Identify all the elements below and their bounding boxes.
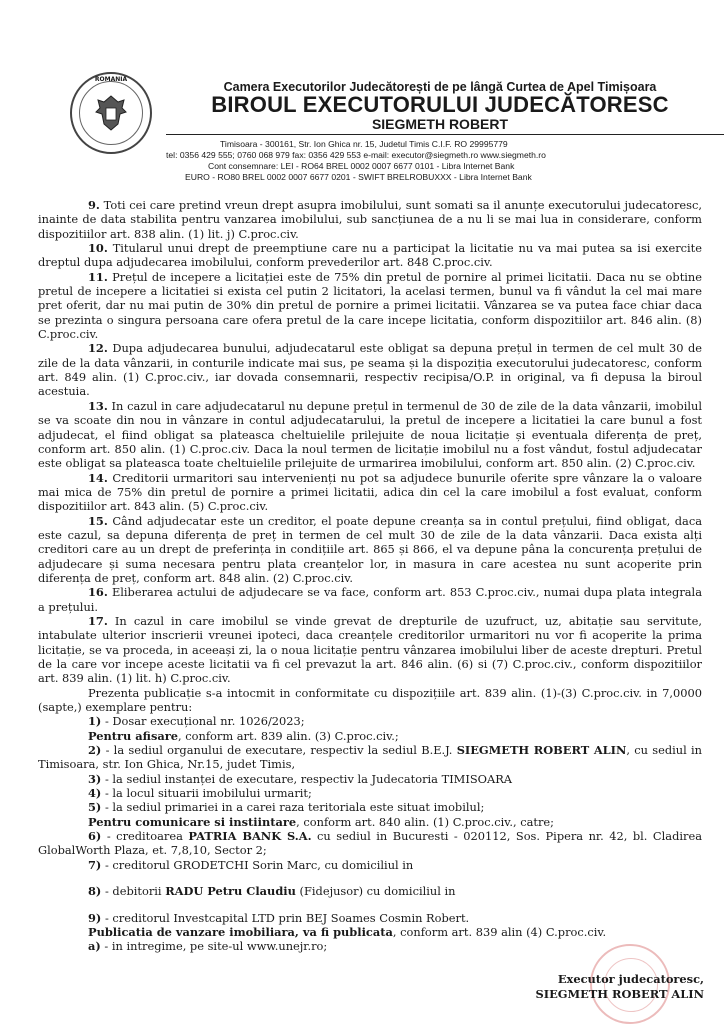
paragraph-12: 12. Dupa adjudecarea bunului, adjudecatarul este obligat sa depuna prețul in termen de cel mult 30 de zile de la data vânzarii, in conturile indicate mai sus, pe seama și la dispoziția executorului judecatoresc, conform art. 849 alin. (1) C.proc.civ., iar dovada consemnarii, respectiv recipisa/O.P. in original, va fi depusa la biroul acestuia. — [38, 341, 702, 399]
list-item: 6) - creditoarea PATRIA BANK S.A. cu sediul in Bucuresti - 020112, Sos. Pipera nr. 42, bl. Cladirea GlobalWorth Plaza, et. 7,8,10, Sector 2; — [38, 829, 702, 858]
publicata-heading: Publicatia de vanzare imobiliara, va fi publicata, conform art. 839 alin (4) C.proc.civ. — [88, 924, 607, 939]
list-item: 2) - la sediul organului de executare, respectiv la sediul B.E.J. SIEGMETH ROBERT ALIN, cu sediul in Timisoara, str. Ion Ghica, Nr.15, judet Timis, — [38, 743, 702, 772]
comunicare-heading: Pentru comunicare si instiintare, conform art. 840 alin. (1) C.proc.civ., catre; — [88, 814, 554, 829]
list-item: 5) - la sediul primariei in a carei raza teritoriala este situat imobilul; — [88, 800, 485, 815]
chamber-name: Camera Executorilor Judecătorești de pe lângă Curtea de Apel Timișoara — [223, 80, 657, 94]
list-item: 7) - creditorul GRODETCHI Sorin Marc, cu domiciliul in — [88, 857, 414, 872]
paragraph-14: 14. Creditorii urmaritori sau intervenienți nu pot sa adjudece bunurile oferite spre vânzare la o valoare mai mica de 75% din pretul de pornire a primei licitatii, adica din cel la care imobilul a fost evaluat, conform dispozitiilor art. 843 alin. (5) C.proc.civ. — [38, 470, 702, 514]
header-divider — [166, 134, 724, 135]
paragraph-13: 13. In cazul in care adjudecatarul nu depune prețul in termenul de 30 de zile de la data vânzarii, imobilul se va scoate din nou in vânzare in contul adjudecatarului, la pretul de incepere a licitatiei la care bunul a fost adjudecat, el fiind obligat sa plateasca cheltuielile prilejuite de noua licitație și eventuala diferența de preț, conform art. 850 alin. (1) C.proc.civ. Daca la noul termen de licitație imobilul nu a fost vândut, fostul adjudecatar este obligat sa plateasca toate cheltuielile prilejuite de urmarirea imobilului, conform art. 850 alin. (2) C.proc.civ. — [38, 398, 702, 471]
seal-text: ROMANIA — [94, 76, 128, 83]
list-item: 8) - debitorii RADU Petru Claudiu (Fidejusor) cu domiciliul in — [88, 884, 456, 899]
list-item: 3) - la sediul instanței de executare, respectiv la Judecatoria TIMISOARA — [88, 771, 513, 786]
paragraph-11: 11. Prețul de incepere a licitației este de 75% din pretul de pornire al primei licitatii. Daca nu se obtine pretul de incepere a licitatiei si exista cel putin 2 licitatori, la acelasi termen, bunul va fi vândut la cel mai mare pret oferit, dar nu mai putin de 30% din pretul de pornire a primei licitatii. Vânzarea se va putea face chiar daca se prezinta o singura persoana care ofera pretul de la care incepe licitatia, conform dispozitiilor art. 846 alin. (8) C.proc.civ. — [38, 269, 702, 342]
list-item: 1) - Dosar execuțional nr. 1026/2023; — [88, 714, 305, 729]
paragraph-10: 10. Titularul unui drept de preemptiune care nu a participat la licitatie nu va mai putea sa isi exercite dreptul dupa adjudecarea imobilului, conform prevederilor art. 848 C.proc.civ. — [38, 241, 702, 270]
account-lei: Cont consemnare: LEI - RO64 BREL 0002 0007 6677 0101 - Libra Internet Bank — [208, 161, 515, 171]
office-contacts: tel: 0356 429 555; 0760 068 979 fax: 0356 429 553 e-mail: executor@siegmeth.ro www.siegmeth.ro — [166, 150, 546, 160]
office-title: BIROUL EXECUTORULUI JUDECĂTORESC — [211, 92, 669, 117]
list-item: a) - in intregime, pe site-ul www.unejr.ro; — [88, 939, 328, 954]
signature-name: SIEGMETH ROBERT ALIN — [535, 987, 704, 1001]
paragraph-17: 17. In cazul in care imobilul se vinde grevat de drepturile de uzufruct, uz, abitație sau servitute, intabulate ulterior inscrierii vreunei ipoteci, daca creanțele creditorilor urmaritori nu vor fi acoperite la prima licitație, se va proceda, in aceeași zi, la o noua licitație pentru vânzarea imobilului liber de aceste drepturi. Pretul de la care vor incepe aceste licitatii va fi cel prevazut la art. 846 alin. (6) si (7) C.proc.civ., conform dispozitiilor art. 839 alin. (1) lit. h) C.proc.civ. — [38, 613, 702, 686]
list-item: 4) - la locul situarii imobilului urmarit; — [88, 786, 312, 801]
coat-of-arms-icon — [79, 81, 143, 145]
paragraph-16: 16. Eliberarea actului de adjudecare se va face, conform art. 853 C.proc.civ., numai dupa plata integrala a prețului. — [38, 585, 702, 614]
afisare-heading: Pentru afisare, conform art. 839 alin. (3) C.proc.civ.; — [88, 728, 399, 743]
account-euro: EURO - RO80 BREL 0002 0007 6677 0201 - SWIFT BRELROBUXXX - Libra Internet Bank — [185, 172, 532, 182]
document-body — [38, 198, 702, 954]
publication-paragraph: Prezenta publicație s-a intocmit in conformitate cu dispozițiile art. 839 alin. (1)-(3) C.proc.civ. in 7,0000 (sapte,) exemplare pentru: — [38, 685, 702, 715]
signature-block — [536, 972, 704, 1002]
paragraph-15: 15. Când adjudecatar este un creditor, el poate depune creanța sa in contul prețului, fiind obligat, daca este cazul, sa depuna diferența de preț in termen de cel mult 30 de zile de la data vânzarii. Daca exista alți creditori care au un drept de preferința in condițiile art. 865 și 866, el va depune pâna la concurența prețului de adjudecare și suma necesara pentru plata creanțelor lor, in masura in care acestea nu sunt acoperite prin diferența de preț, conform art. 848 alin. (2) C.proc.civ. — [38, 513, 702, 585]
signature-title: Executor judecatoresc, — [557, 972, 704, 986]
letterhead — [0, 0, 724, 182]
office-address: Timisoara - 300161, Str. Ion Ghica nr. 15, Judetul Timis C.I.F. RO 29995779 — [220, 139, 508, 149]
romania-coat-of-arms-seal — [70, 72, 152, 154]
paragraph-9: 9. Toti cei care pretind vreun drept asupra imobilului, sunt somati sa il anunțe executorului judecatoresc, inainte de data stabilita pentru vanzarea imobilului, sub sancțiunea de a nu li se mai lua in considerare, conform dispozitiilor art. 838 alin. (1) lit. j) C.proc.civ. — [38, 198, 702, 241]
list-item: 9) - creditorul Investcapital LTD prin BEJ Soames Cosmin Robert. — [88, 910, 470, 925]
executor-name: SIEGMETH ROBERT — [371, 116, 509, 132]
